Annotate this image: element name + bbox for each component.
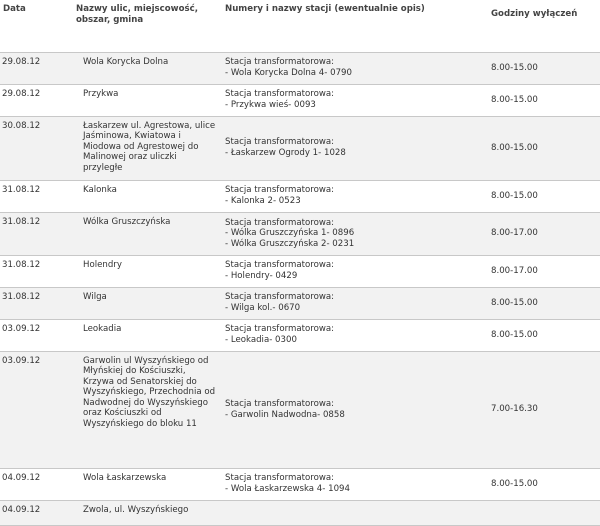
table-row	[0, 319, 600, 351]
row-hours: 8.00-15.00	[484, 287, 600, 319]
row-place-text: Wilga	[83, 291, 107, 302]
row-hours: 8.00-15.00	[484, 116, 600, 180]
row-hours: 8.00-17.00	[484, 255, 600, 287]
row-station	[218, 351, 484, 468]
row-hours: 8.00-15.00	[484, 180, 600, 212]
station-title: Stacja transformatorowa:	[225, 473, 335, 484]
row-place	[73, 468, 218, 500]
row-place	[73, 351, 218, 468]
row-place	[73, 319, 218, 351]
row-date: 04.09.12	[0, 500, 73, 525]
row-hours: 8.00-17.00	[484, 212, 600, 255]
station-title: Stacja transformatorowa:	[225, 185, 335, 196]
row-station	[218, 84, 484, 116]
station-entry: - Przykwa wieś- 0093	[225, 100, 316, 110]
row-date: 31.08.12	[0, 212, 73, 255]
row-place-text: Przykwa	[83, 88, 119, 99]
table-row	[0, 84, 600, 116]
header-station: Numery i nazwy stacji (ewentualnie opis)	[218, 0, 484, 52]
row-date: 03.09.12	[0, 319, 73, 351]
table-row	[0, 52, 600, 84]
row-place-text: Kalonka	[83, 184, 117, 195]
row-hours: 8.00-15.00	[484, 84, 600, 116]
row-place	[73, 500, 218, 525]
table-header-row	[0, 0, 600, 52]
table-row	[0, 287, 600, 319]
table-row	[0, 255, 600, 287]
row-station	[218, 500, 484, 525]
header-date: Data	[0, 0, 73, 52]
row-date: 31.08.12	[0, 180, 73, 212]
row-station	[218, 52, 484, 84]
row-hours: 7.00-16.30	[484, 351, 600, 468]
row-place-text: Holendry	[83, 259, 122, 270]
row-hours	[484, 500, 600, 525]
row-place	[73, 255, 218, 287]
row-date: 04.09.12	[0, 468, 73, 500]
table-row	[0, 500, 600, 525]
row-place-text: Wola Łaskarzewska	[83, 472, 167, 483]
row-date: 31.08.12	[0, 255, 73, 287]
row-date: 03.09.12	[0, 351, 73, 468]
row-place-text: Wólka Gruszczyńska	[83, 216, 171, 227]
row-station	[218, 116, 484, 180]
station-entry: - Kalonka 2- 0523	[225, 196, 301, 206]
station-entry: - Holendry- 0429	[225, 271, 298, 281]
row-place-text: Zwola, ul. Wyszyńskiego	[83, 504, 189, 515]
row-date: 31.08.12	[0, 287, 73, 319]
table-row	[0, 212, 600, 255]
row-station	[218, 468, 484, 500]
station-entry: - Wilga kol.- 0670	[225, 303, 301, 313]
row-place-text: Leokadia	[83, 323, 122, 334]
station-entry: - Wólka Gruszczyńska 1- 0896	[225, 228, 355, 239]
row-place-text: Wola Korycka Dolna	[83, 56, 169, 67]
row-place	[73, 287, 218, 319]
station-entry: - Łaskarzew Ogrody 1- 1028	[225, 148, 346, 158]
station-entry: - Wólka Gruszczyńska 2- 0231	[225, 238, 355, 249]
row-date: 29.08.12	[0, 52, 73, 84]
station-title: Stacja transformatorowa:	[225, 217, 335, 228]
row-date: 30.08.12	[0, 116, 73, 180]
station-entry: - Leokadia- 0300	[225, 335, 297, 345]
row-place	[73, 212, 218, 255]
row-station	[218, 319, 484, 351]
header-place: Nazwy ulic, miejscowość, obszar, gmina	[73, 0, 218, 52]
header-hours: Godziny wyłączeń	[484, 0, 600, 52]
row-station	[218, 212, 484, 255]
row-station	[218, 255, 484, 287]
station-entry: - Wola Korycka Dolna 4- 0790	[225, 68, 352, 78]
row-place	[73, 180, 218, 212]
station-title: Stacja transformatorowa:	[225, 260, 335, 271]
station-title: Stacja transformatorowa:	[225, 57, 335, 68]
station-title: Stacja transformatorowa:	[225, 324, 335, 335]
row-station	[218, 180, 484, 212]
row-place	[73, 84, 218, 116]
station-title: Stacja transformatorowa:	[225, 89, 335, 100]
row-hours: 8.00-15.00	[484, 468, 600, 500]
station-title: Stacja transformatorowa:	[225, 292, 335, 303]
table-row	[0, 116, 600, 180]
station-entry: - Wola Łaskarzewska 4- 1094	[225, 484, 350, 494]
table-row	[0, 180, 600, 212]
row-hours: 8.00-15.00	[484, 52, 600, 84]
station-entry: - Garwolin Nadwodna- 0858	[225, 409, 345, 420]
row-station	[218, 287, 484, 319]
station-title: Stacja transformatorowa:	[225, 137, 335, 148]
row-place-text: Garwolin ul Wyszyńskiego od Młyńskiej do Kościuszki, Krzywa od Senatorskiej do Wyszyńskiego, Przechodnia od Nadwodnej do Wyszyńskiego oraz Kościuszki od Wyszyńskiego do bloku 11	[83, 355, 216, 430]
table-row	[0, 351, 600, 468]
table-row	[0, 468, 600, 500]
row-place	[73, 116, 218, 180]
row-hours: 8.00-15.00	[484, 319, 600, 351]
station-title: Stacja transformatorowa:	[225, 398, 335, 409]
row-date: 29.08.12	[0, 84, 73, 116]
row-place	[73, 52, 218, 84]
row-place-text: Łaskarzew ul. Agrestowa, ulice Jaśminowa, Kwiatowa i Miodowa od Agrestowej do Malinowej oraz uliczki przyległe	[83, 120, 216, 173]
